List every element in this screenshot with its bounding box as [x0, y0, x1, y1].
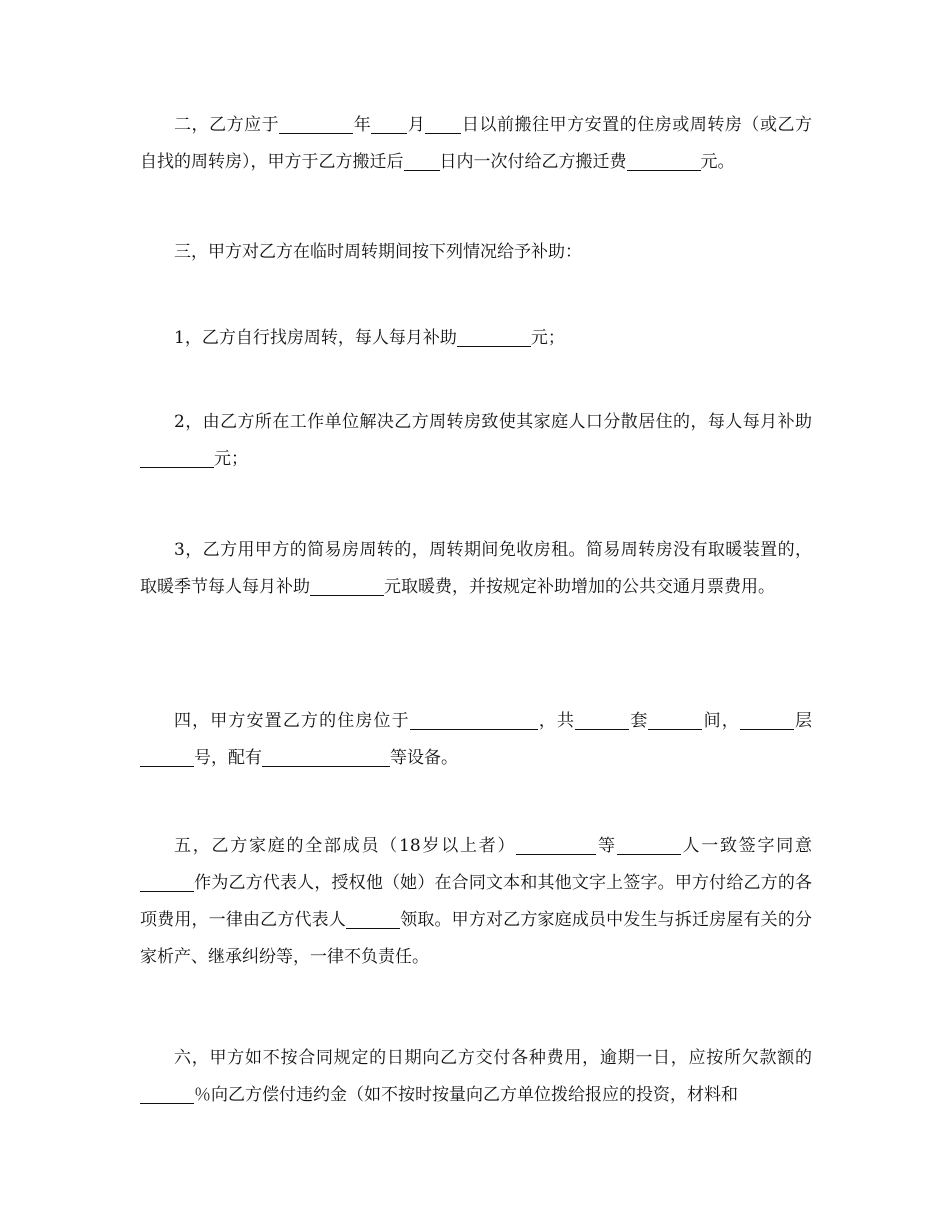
text: 五，乙方家庭的全部成员（18岁以上者）: [174, 836, 517, 856]
blank-percent: [140, 1083, 194, 1104]
blank-amount: [457, 326, 531, 347]
text: 日内一次付给乙方搬迁费: [439, 152, 627, 172]
blank-location: [410, 709, 538, 730]
text: 层: [793, 711, 813, 731]
text: 六，甲方如不按合同规定的日期向乙方交付各种费用，逾期一日，应按所欠款额的: [174, 1048, 812, 1068]
blank-representative: [346, 908, 400, 929]
blank-month: [371, 113, 407, 134]
blank-moving-fee: [627, 150, 701, 171]
text: 等设备。: [390, 748, 458, 768]
item-1: [140, 320, 812, 357]
text: 元取暖费，并按规定补助增加的公共交通月票费用。: [384, 577, 775, 597]
text: 号，配有: [194, 748, 262, 768]
text: 领取。甲方对乙方家庭成员中发生与拆迁房屋有关的分家析产、继承纠纷等，一律不负责任。: [140, 910, 812, 967]
text: 套: [629, 711, 649, 731]
text: 元；: [530, 328, 565, 348]
item-2: [140, 404, 812, 478]
text: 日以前搬往甲方安置的住房或周转房（或乙方自找的周转房），甲方于乙方搬迁后: [140, 115, 813, 172]
blank-day: [425, 113, 461, 134]
blank-representative: [140, 871, 194, 892]
item-3: [140, 532, 812, 606]
text: 元。: [700, 152, 735, 172]
text: 1，乙方自行找房周转，每人每月补助: [174, 328, 457, 348]
blank-rooms: [648, 709, 702, 730]
text: 等: [596, 836, 617, 856]
text: 四，甲方安置乙方的住房位于: [174, 711, 410, 731]
paragraph-4: [140, 703, 812, 777]
paragraph-6: [140, 1040, 812, 1114]
paragraph-2: [140, 107, 812, 181]
blank-days: [404, 150, 440, 171]
text: ，共: [537, 711, 576, 731]
paragraph-5: [140, 828, 812, 976]
text: 三，甲方对乙方在临时周转期间按下列情况给予补助：: [174, 242, 582, 262]
blank-year: [279, 113, 353, 134]
text: 年: [353, 115, 372, 135]
text: 3，乙方用甲方的简易房周转的，周转期间免收房租。简易周转房没有取暖装置的，取暖季节每人每月补助: [140, 540, 812, 597]
text: 间，: [702, 711, 740, 731]
blank-floor: [740, 709, 794, 730]
text: 元；: [214, 449, 248, 469]
blank-heating-fee: [310, 575, 384, 596]
text: 月: [407, 115, 426, 135]
text: 二，乙方应于: [174, 115, 280, 135]
blank-equipment: [262, 746, 390, 767]
text: 作为乙方代表人，授权他（她）在合同文本和其他文字上签字。甲方付给乙方的各项费用，一律由乙方代表人: [140, 873, 812, 930]
text: 2，由乙方所在工作单位解决乙方周转房致使其家庭人口分散居住的，每人每月补助: [174, 412, 812, 432]
blank-number: [140, 746, 194, 767]
blank-amount: [140, 447, 214, 468]
paragraph-3: [140, 234, 812, 271]
blank-count: [617, 834, 681, 855]
blank-sets: [575, 709, 629, 730]
blank-members: [516, 834, 596, 855]
text: ％向乙方偿付违约金（如不按时按量向乙方单位拨给报应的投资，材料和: [194, 1085, 738, 1105]
text: 人一致签字同意: [680, 836, 813, 856]
